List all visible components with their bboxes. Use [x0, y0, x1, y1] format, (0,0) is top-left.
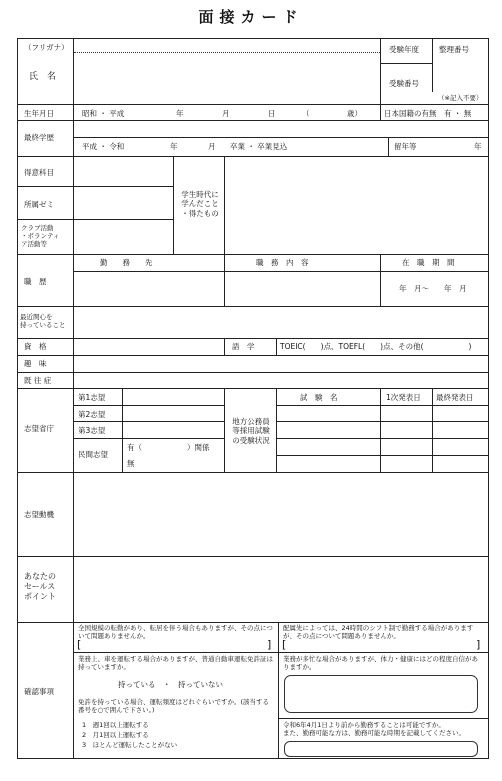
exam-year-label: 受験年度	[389, 45, 419, 54]
private-yes[interactable]: 有（ ）関係	[127, 443, 210, 452]
nationality[interactable]: 日本国籍の有無 有 ・ 無	[384, 109, 472, 118]
furigana-label: （フリガナ）	[24, 43, 69, 52]
language-label: 語 学	[232, 342, 255, 351]
confirmation-label: 確認事項	[24, 687, 54, 696]
choice3-label: 第3志望	[78, 426, 106, 435]
work-history-label: 職 歴	[24, 277, 47, 286]
medical-label: 既 往 症	[24, 376, 52, 385]
education-label: 最終学歴	[24, 133, 54, 142]
transfer-answer-close: ]	[267, 638, 272, 651]
birth-day-unit: 日	[268, 109, 276, 118]
birth-year-unit: 年	[176, 109, 184, 118]
first-result-header: 1次発表日	[386, 393, 421, 402]
hobby-label: 趣 味	[24, 359, 47, 368]
shift-answer-open[interactable]: [	[282, 638, 287, 651]
desired-office-label: 志望省庁	[24, 424, 54, 433]
q-start: 令和6年4月1日より前から勤務することは可能ですか。 また、勤務可能な方は、勤務可能な時期を記載してください。	[283, 721, 465, 738]
license-label: 資 格	[24, 342, 47, 351]
language-scores[interactable]: TOEIC( )点、TOEFL( )点、その他( )	[280, 342, 472, 351]
work-period-header: 在 職 期 間	[402, 258, 455, 267]
exam-no-label: 受験番号	[389, 79, 419, 88]
education-era: 平成 ・ 令和	[82, 142, 125, 151]
choice2-label: 第2志望	[78, 410, 106, 419]
q-shift: 配属先によっては、24時間のシフト制で勤務する場合がありますが、その点について問題ありませんか。	[283, 624, 474, 641]
motivation-field[interactable]	[75, 474, 487, 554]
ryunen-label: 留年等	[394, 142, 417, 151]
private-choice-label: 民間志望	[78, 450, 108, 459]
freq-option-3[interactable]: 3 ほとんど運転したことがない	[82, 741, 178, 749]
zemi-label: 所属ゼミ	[24, 200, 54, 209]
age-field[interactable]: （ 歳）	[302, 109, 362, 118]
q-drive: 業務上、車を運転する場合がありますが、普通自動車運転免許証は持っていますか。	[78, 655, 273, 672]
page-title: 面接カード	[198, 8, 304, 26]
freq-option-1[interactable]: 1 週1回以上運転する	[82, 721, 149, 729]
selling-point-field[interactable]	[75, 558, 487, 620]
final-result-header: 最終発表日	[436, 393, 474, 402]
choice1-label: 第1志望	[78, 393, 106, 402]
club-label: クラブ活動 ・ボランティ ア活動等	[21, 224, 60, 249]
ryunen-year-unit: 年	[474, 142, 482, 151]
birthdate-era: 昭和 ・ 平成	[82, 109, 125, 118]
tokui-label: 得意科目	[24, 168, 54, 177]
grad-year-unit: 年	[170, 142, 178, 151]
selling-point-label: あなたの セールス ポイント	[24, 572, 56, 601]
furigana-field[interactable]	[75, 40, 378, 51]
name-field[interactable]	[75, 55, 378, 100]
student-days-field[interactable]	[226, 158, 487, 252]
student-days-label: 学生時代に 学んだこと ・得たもの	[181, 190, 219, 218]
q-health: 業務が多忙な場合がありますが、体力・健康にはどの程度自信がありますか。	[283, 655, 478, 672]
birth-month-unit: 月	[222, 109, 230, 118]
graduation-status[interactable]: 卒業 ・ 卒業見込	[230, 142, 288, 151]
transfer-answer-open[interactable]: [	[77, 638, 82, 651]
birthdate-label: 生年月日	[24, 109, 54, 118]
drive-options[interactable]: 持っている ・ 持っていない	[118, 680, 223, 689]
fill-required-note: （※記入不要）	[438, 94, 483, 102]
start-answer-box[interactable]	[284, 741, 478, 757]
name-label: 氏 名	[29, 72, 57, 82]
grad-month-unit: 月	[208, 142, 216, 151]
q-transfer: 全国規模の転勤があり、転居を伴う場合もありますが、その点について問題ありませんか。	[78, 624, 273, 641]
work-content-header: 職 務 内 容	[256, 258, 309, 267]
health-answer-box[interactable]	[284, 675, 478, 713]
exam-name-header: 試 験 名	[300, 393, 338, 402]
work-period-range[interactable]: 年 月～ 年 月	[399, 284, 467, 293]
motivation-label: 志望動機	[24, 510, 54, 519]
freq-option-2[interactable]: 2 月1回以上運転する	[82, 731, 149, 739]
work-place-header: 勤 務 先	[100, 258, 153, 267]
interest-label: 最近関心を 持っていること	[20, 313, 66, 330]
q-freq: 免許を持っている場合、運転頻度はどれぐらいですか。(該当する番号を○で囲んで下さい。)	[78, 698, 270, 715]
seiri-no-label: 整理番号	[439, 45, 469, 54]
civil-status-label: 地方公務員 等採用試験 の受験状況	[232, 417, 270, 445]
shift-answer-close: ]	[476, 638, 481, 651]
interest-field[interactable]	[75, 308, 487, 336]
private-no[interactable]: 無	[127, 459, 135, 468]
